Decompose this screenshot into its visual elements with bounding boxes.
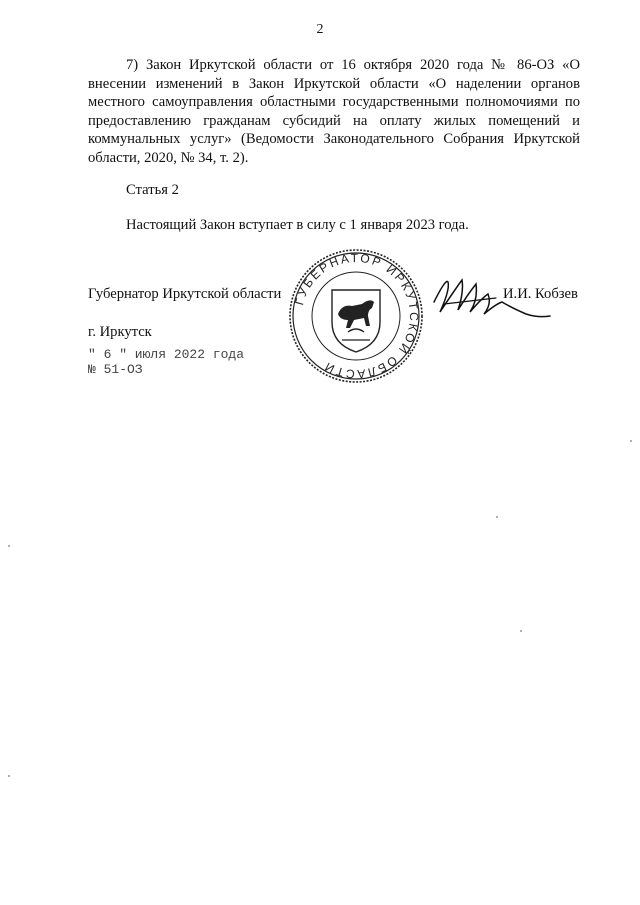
scan-speck: [8, 545, 10, 547]
scan-speck: [8, 775, 10, 777]
date-line: " 6 " июля 2022 года: [88, 347, 245, 362]
scan-speck: [630, 440, 632, 442]
governor-title: Губернатор Иркутской области: [88, 286, 282, 302]
law-number-line: № 51-ОЗ: [88, 362, 143, 377]
scan-speck: [520, 630, 522, 632]
law-item-7-paragraph: 7) Закон Иркутской области от 16 октября 2020 года № 86-ОЗ «О внесении изменений в Закон Иркутской области «О наделении органов местного самоуправления областными государственными полномочиями по предоставлению гражданам субсидий на оплату жилых помещений и коммунальных услуг» (Ведомости Законодательного Собрания Иркутской области, 2020, № 34, т. 2).: [88, 57, 580, 166]
city-line: г. Иркутск: [88, 324, 152, 340]
official-seal: [288, 248, 424, 384]
article-text: Настоящий Закон вступает в силу с 1 января 2023 года.: [126, 217, 469, 233]
scan-speck: [496, 516, 498, 518]
article-title: Статья 2: [126, 182, 179, 198]
seal-text: ГУБЕРНАТОР ИРКУТСКОЙ ОБЛАСТИ: [292, 250, 422, 382]
handwritten-signature: [426, 270, 556, 330]
page-number: 2: [316, 22, 324, 37]
governor-name: И.И. Кобзев: [503, 286, 578, 302]
coat-of-arms-icon: [332, 290, 380, 352]
